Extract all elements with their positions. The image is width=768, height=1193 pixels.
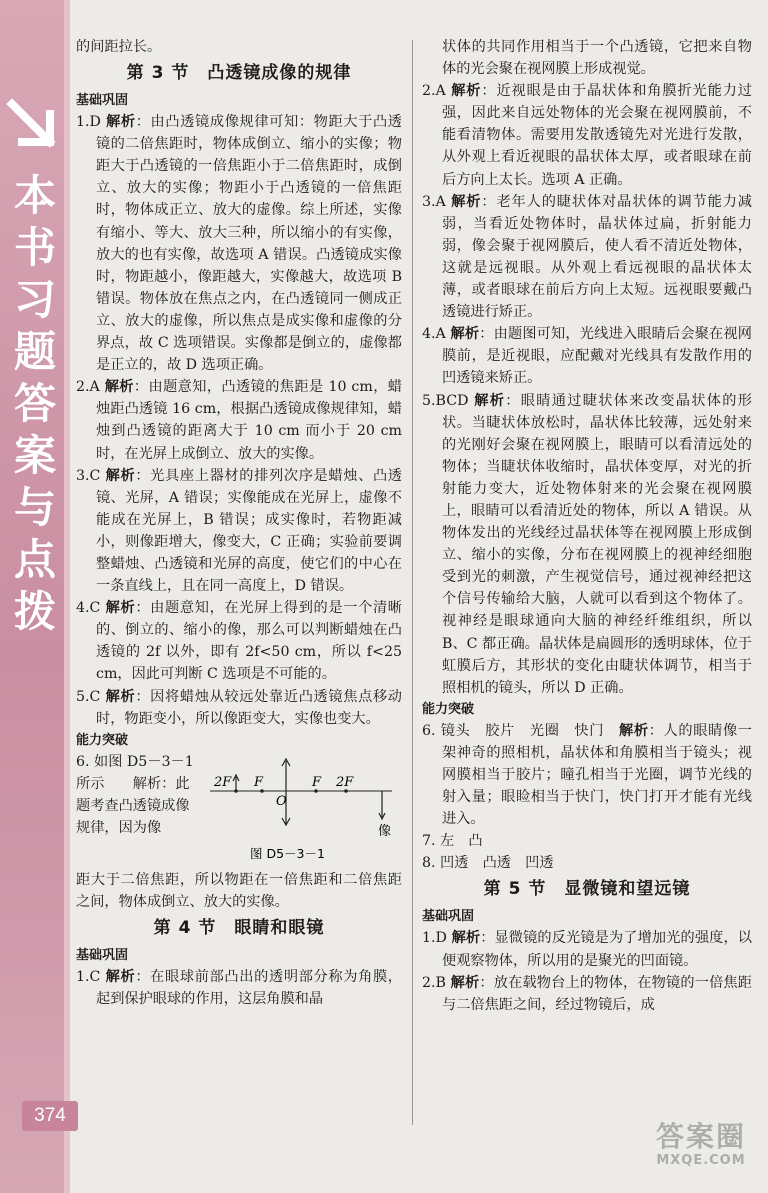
answer-keyword: 解析 [618, 722, 649, 739]
subheading-basic: 基础巩固 [76, 93, 129, 109]
answer-keyword: 解析 [451, 193, 482, 210]
answer-item [422, 927, 752, 971]
answer-item [422, 191, 752, 324]
answer-item [422, 390, 752, 699]
answer-text: ：人的眼睛像一架神奇的照相机，晶状体和角膜相当于镜头；视网膜相当于胶片；瞳孔相当于光圈，调节光线的射入量；眼睑相当于快门，快门打开才能有光线进入。 [442, 722, 752, 828]
sidebar-title-char: 题 [13, 327, 56, 376]
answer-text: ：眼睛通过睫状体来改变晶状体的形状。当睫状体放松时，晶状体比较薄，远处射来的光刚好会聚在视网膜上，眼睛可以看清远处的物体；当睫状体收缩时，晶状体变厚，对光的折射能力变大，近处物体射来的光会聚在视网膜上，眼睛可以看清近处的物体，所以 A 错误。从物体发出的光线经过晶状体等在视网膜上形成倒立、缩小的实像，分布在视网膜上的视神经细胞受到光的刺激，产生视觉信号，通过视神经把这个信号传输给大脑，人就可以看到这个物体了。视神经是眼球通向大脑的神经纤维组织，所以 B、C 都正确。晶状体是扁圆形的透明球体，位于虹膜后方，其形状的变化由睫状体调节，相当于照相机的镜头，所以 D 正确。 [442, 392, 752, 696]
sidebar-title-char: 点 [13, 535, 56, 584]
answer-number: 2.A [422, 83, 446, 100]
answer-text: ：显微镜的反光镜是为了增加光的强度，以便观察物体，所以用的是聚光的凹面镜。 [442, 930, 752, 969]
answer-text: ：由凸透镜成像规律可知：物距大于凸透镜的二倍焦距时，物体成倒立、缩小的实像；物距大于凸透镜的一倍焦距小于二倍焦距时，成倒立、放大的实像；物距小于凸透镜的一倍焦距时，物体成正立、放大的虚像。综上所述，实像有缩小、等大、放大三种，所以缩小的有实像，放大的也有实像，故选项 A 错误。凸透镜成实像时，物距越小，像距越大，实像越大，故选项 B 错误。物体放在焦点之内，在凸透镜同一侧成正立、放大的虚像，所以焦点是成实像和虚像的分界点，故 C 选项错误。实像都是倒立的，虚像都是正立的，故 D 选项正确。 [96, 114, 402, 374]
label-image: 像 [378, 823, 392, 839]
answer-item [76, 376, 402, 464]
answer-item [76, 111, 402, 376]
section-title-4: 第 4 节 眼睛和眼镜 [153, 917, 325, 938]
answer-text: 镜头 胶片 光圈 快门 [440, 722, 619, 739]
point-2f-left [234, 789, 238, 793]
answer-keyword: 解析 [451, 930, 481, 947]
answer-text: ：近视眼是由于晶状体和角膜折光能力过强，因此来自远处物体的光会聚在视网膜前，不能看清物体。需要用发散透镜先对光进行发散，从外观上看近视眼的晶状体太厚，或者眼球在前后方向上太长。选项 A 正确。 [442, 83, 752, 188]
section-title-5: 第 5 节 显微镜和望远镜 [483, 879, 691, 900]
answer-number: 5.C [76, 688, 101, 705]
answer-number: 5.BCD [422, 392, 469, 409]
answer-text: ：由题图可知，光线进入眼睛后会聚在视网膜前，是近视眼，应配戴对光线具有发散作用的凹透镜来矫正。 [442, 326, 752, 387]
answer-item [76, 686, 402, 730]
sidebar-title-char: 习 [13, 275, 56, 324]
answer-item [76, 597, 402, 685]
answer-item [422, 323, 752, 389]
sidebar-title-char: 案 [13, 431, 56, 480]
subheading-ability-right: 能力突破 [422, 701, 475, 717]
answer-keyword: 解析 [450, 326, 480, 343]
answer-item [76, 966, 402, 1010]
answer-number: 1.C [76, 968, 101, 985]
answer-number: 4.C [76, 600, 101, 617]
answer-number: 2.B [422, 974, 446, 991]
answer-text: ：老年人的睫状体对晶状体的调节能力减弱，当看近处物体时，晶状体过扁，折射能力弱，像会聚于视网膜后，使人看不清近处物体，这就是远视眼。从外观上看远视眼的晶状体太薄，或者眼球在前后方向上太短。远视眼要戴凸透镜进行矫正。 [442, 193, 752, 321]
question-6-text: 6. 如图 D5－3－1 所示 解析：此题考查凸透镜成像规律，因为像 [76, 753, 194, 836]
subheading-ability: 能力突破 [76, 732, 129, 748]
answer-text: ：在眼球前部凸出的透明部分称为角膜，起到保护眼球的作用，这层角膜和晶 [96, 968, 402, 1007]
answer-number: 3.C [76, 467, 101, 484]
answer-number: 1.D [76, 114, 101, 131]
sidebar [0, 0, 70, 1193]
label-2f-left: 2F [214, 774, 232, 790]
question-6-block [76, 751, 402, 869]
sidebar-strip [64, 0, 70, 1193]
answer-text: ：放在载物台上的物体，在物镜的一倍焦距与二倍焦距之间，经过物镜后，成 [442, 974, 752, 1013]
answer-text: ：由题意知，凸透镜的焦距是 10 cm，蜡烛距凸透镜 16 cm，根据凸透镜成像规律知，蜡烛到凸透镜的距离大于 10 cm 而小于 20 cm 时，在光屏上成倒立、放大的实像。 [96, 379, 402, 462]
answer-text: ：由题意知，在光屏上得到的是一个清晰的、倒立的、缩小的像，那么可以判断蜡烛在凸透镜的 2f 以外，即有 2f<50 cm，所以 f<25 cm，因此可判断 C 选项是不可能的。 [96, 600, 402, 683]
answer-keyword: 解析 [106, 114, 136, 131]
sidebar-title-char: 本 [13, 171, 56, 220]
answer-number: 6. [422, 722, 436, 739]
right-column [422, 36, 752, 1016]
sidebar-title-char: 与 [13, 483, 56, 532]
lens-diagram [206, 755, 396, 867]
label-o: O [276, 793, 287, 809]
page-number: 374 [22, 1101, 78, 1131]
watermark-line2: MXQE.COM [656, 1153, 746, 1168]
answer-item-8: 8. 凹透 凸透 凹透 [422, 855, 554, 872]
answer-keyword: 解析 [105, 968, 136, 985]
figure-caption: 图 D5－3－1 [250, 845, 325, 861]
label-f-left: F [254, 774, 264, 790]
label-f-right: F [312, 774, 322, 790]
answer-keyword: 解析 [105, 688, 136, 705]
answer-number: 1.D [422, 930, 447, 947]
intro-text: 的间距拉长。 [76, 39, 162, 55]
sidebar-title-char: 书 [13, 223, 56, 272]
answer-keyword: 解析 [450, 974, 480, 991]
answer-item [422, 720, 752, 830]
section-title-3: 第 3 节 凸透镜成像的规律 [126, 63, 352, 84]
answer-keyword: 解析 [451, 83, 482, 100]
answer-item [422, 80, 752, 190]
answer-item [422, 972, 752, 1016]
sidebar-title-char: 答 [13, 379, 56, 428]
label-2f-right: 2F [336, 774, 354, 790]
answer-text: ：光具座上器材的排列次序是蜡烛、凸透镜、光屏，A 错误；实像能成在光屏上，虚像不能成在光屏上，B 错误；成实像时，若物距减小，则像距增大，像变大，C 正确；实验前要调整蜡烛、凸透镜和光屏的高度，使它们的中心在一条直线上，且在同一高度上，D 错误。 [96, 467, 402, 595]
answer-keyword: 解析 [105, 600, 136, 617]
left-column [76, 36, 402, 1010]
answer-number: 3.A [422, 193, 446, 210]
sidebar-title [8, 170, 62, 638]
answer-text: ：因将蜡烛从较远处靠近凸透镜焦点移动时，物距变小，所以像距变大，实像也变大。 [96, 688, 402, 727]
watermark-line1: 答案圈 [655, 1120, 746, 1153]
column-divider [412, 40, 413, 1125]
sidebar-title-char: 拨 [13, 587, 56, 636]
answer-number: 2.A [76, 379, 100, 396]
subheading-basic-4: 基础巩固 [76, 947, 129, 963]
answer-keyword: 解析 [474, 392, 506, 409]
answer-keyword: 解析 [105, 467, 136, 484]
continued-text: 状体的共同作用相当于一个凸透镜，它把来自物体的光会聚在视网膜上形成视觉。 [442, 39, 752, 78]
answer-number: 4.A [422, 326, 446, 343]
answer-item [76, 465, 402, 598]
answer-keyword: 解析 [104, 379, 134, 396]
subheading-basic-5: 基础巩固 [422, 909, 475, 925]
arrow-down-right-icon [4, 96, 62, 154]
answer-item-7: 7. 左 凸 [422, 833, 483, 850]
watermark-logo [642, 1121, 760, 1179]
question-6-continued: 距大于二倍焦距，所以物距在一倍焦距和二倍焦距之间，物体成倒立、放大的实像。 [76, 871, 402, 910]
